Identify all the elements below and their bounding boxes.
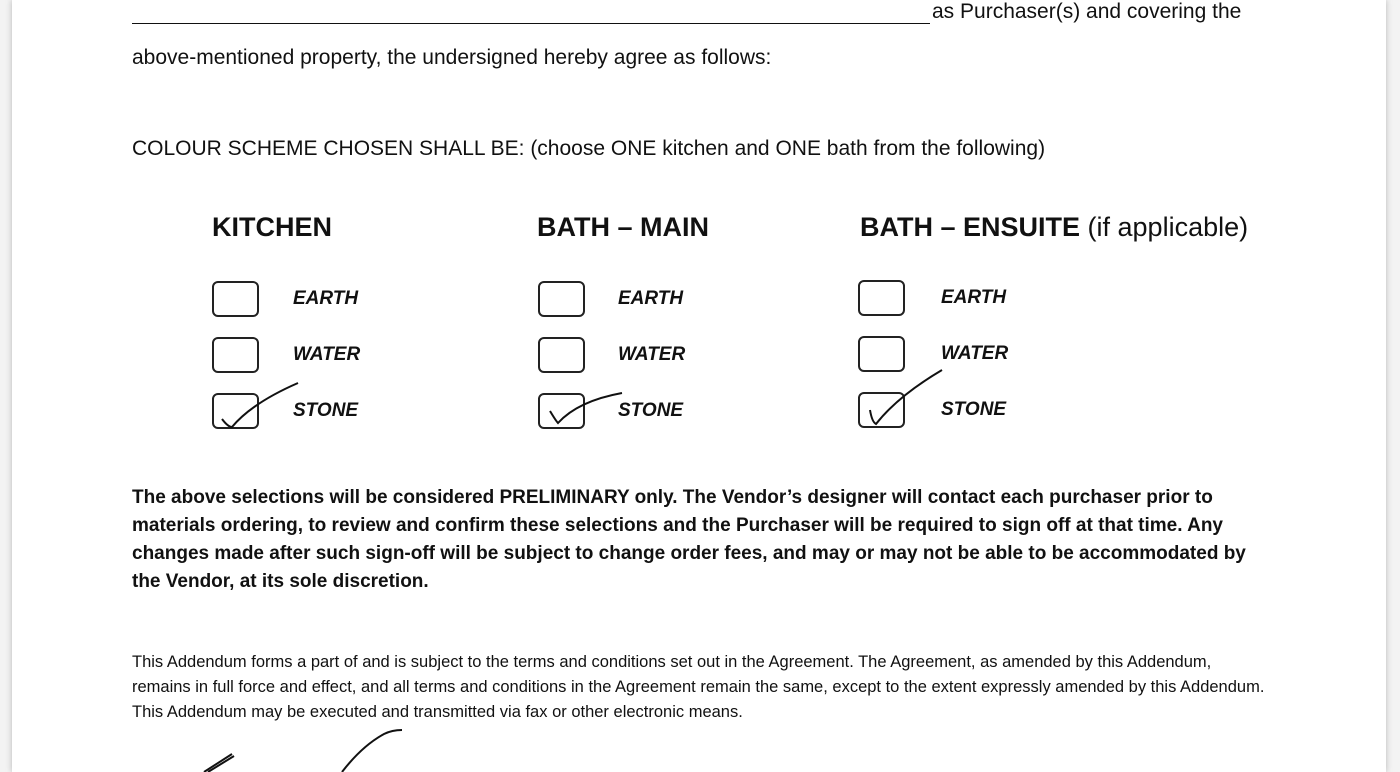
bath-ensuite-heading (860, 212, 1248, 243)
checkbox[interactable] (858, 280, 905, 316)
option-label: WATER (618, 344, 686, 365)
checkbox[interactable] (212, 337, 259, 373)
intro-text: above-mentioned property, the undersigned hereby agree as follows: (132, 46, 772, 69)
kitchen-heading (212, 212, 332, 243)
bath-ensuite-heading-title: BATH – ENSUITE (860, 212, 1081, 242)
bath-main-heading (537, 212, 709, 243)
addendum-text: This Addendum forms a part of and is subject to the terms and conditions set out in the Agreement. The Agreement, as amended by this Addendum, remains in full force and effect, and all terms and conditions in the Agreement remain the same, except to the extent expressly amended by this Addendum. This Addendum may be executed and transmitted via fax or other electronic means. (132, 653, 1265, 721)
preliminary-notice: The above selections will be considered PRELIMINARY only. The Vendor’s designer will contact each purchaser prior to materials ordering, to review and confirm these selections and the Purchaser will be required to sign off at that time. Any changes made after such sign-off will be subject to change order fees, and may or may not be able to be accommodated by the Vendor, at its sole discretion. (132, 487, 1246, 592)
option-label: EARTH (941, 287, 1007, 308)
option-label: WATER (293, 344, 361, 365)
option-label: STONE (293, 400, 359, 421)
bath-ensuite-heading-suffix: (if applicable) (1080, 212, 1249, 242)
checkbox[interactable] (858, 336, 905, 372)
option-label: EARTH (293, 288, 359, 309)
option-label: STONE (618, 400, 684, 421)
checkbox[interactable] (212, 281, 259, 317)
signature-mark (192, 722, 432, 772)
purchaser-name-line[interactable] (132, 23, 930, 24)
scheme-instruction: COLOUR SCHEME CHOSEN SHALL BE: (choose ONE kitchen and ONE bath from the following) (132, 137, 1046, 160)
checkbox[interactable] (538, 337, 585, 373)
option-label: STONE (941, 399, 1007, 420)
kitchen-heading-title: KITCHEN (212, 212, 332, 242)
document-page (12, 0, 1386, 772)
purchaser-suffix-text: as Purchaser(s) and covering the (932, 0, 1242, 23)
option-label: EARTH (618, 288, 684, 309)
checkbox[interactable] (538, 281, 585, 317)
option-label: WATER (941, 343, 1009, 364)
bath-main-heading-title: BATH – MAIN (537, 212, 709, 242)
